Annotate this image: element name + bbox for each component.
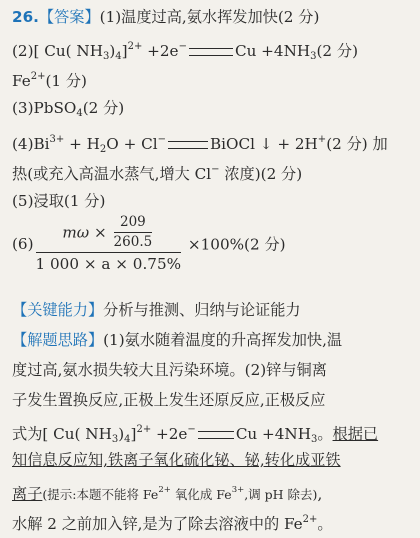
answer-text: ×100%(2 分) <box>183 235 286 254</box>
subscript: 3 <box>310 51 317 62</box>
fraction-denominator: 1 000 × a × 0.75% <box>35 255 182 273</box>
underlined-text: 离子 <box>12 485 43 503</box>
equation-text: Cu +4NH <box>234 42 311 60</box>
superscript: 2+ <box>302 514 318 525</box>
subscript: 3 <box>111 434 119 445</box>
underlined-text: 知信息反应知,铁离子氧化硫化铋、铋,转化成亚铁 <box>12 451 341 469</box>
score-text: (1 分) <box>45 72 87 90</box>
hint-text: ,调 pH 除去) <box>244 487 318 502</box>
equals-sign-icon <box>198 431 234 439</box>
fraction-numerator <box>36 214 182 251</box>
superscript: − <box>178 41 187 52</box>
answer-text: 浓度)(2 分) <box>219 165 303 183</box>
solution-text: (1)氨水随着温度的升高挥发加快,温 <box>103 331 343 349</box>
equation-text: 式为[ Cu( NH <box>12 425 112 443</box>
score-text: (2 分) 加 <box>326 135 388 153</box>
superscript: 3+ <box>231 485 245 495</box>
inner-denominator: 260.5 <box>113 234 153 250</box>
answer-line-5 <box>12 129 388 161</box>
inner-fraction <box>114 214 153 251</box>
superscript: − <box>157 134 166 145</box>
score-text: (2 分) <box>316 42 359 60</box>
solution-line-2 <box>12 359 327 381</box>
answer-tag: 【答案】 <box>38 8 100 26</box>
superscript: 2+ <box>158 485 171 495</box>
solution-text: 。 <box>317 515 333 533</box>
equation-text: ) <box>118 425 125 443</box>
purity-fraction <box>36 214 182 274</box>
answer-line-6 <box>12 159 302 185</box>
fraction-bar <box>114 232 153 233</box>
hint-text: (提示:本题不能将 Fe <box>42 487 159 502</box>
subscript: 2 <box>99 144 107 155</box>
answer-text: (5)浸取(1 分) <box>12 192 106 210</box>
solution-line-3 <box>12 389 325 411</box>
solution-text: 水解 2 之前加入锌,是为了除去溶液中的 Fe <box>12 515 303 533</box>
score-text: (2 分) <box>82 99 125 117</box>
solution-tag: 【解题思路】 <box>12 331 104 349</box>
solution-line-7 <box>12 509 333 535</box>
subscript: 4 <box>124 434 131 445</box>
answer-line-3 <box>12 66 87 92</box>
question-number: 26. <box>12 8 39 26</box>
answer-text: 热(或充入高温水蒸气,增大 Cl <box>12 165 212 183</box>
equation-text: (2)[ Cu( NH <box>12 42 103 60</box>
equation-text: (3)PbSO <box>12 99 77 117</box>
subscript: 3 <box>102 51 110 62</box>
equation-text: +2e <box>142 42 179 60</box>
superscript: 2+ <box>30 71 46 82</box>
subscript: 4 <box>76 108 83 119</box>
solution-line-4 <box>12 419 378 451</box>
equation-text: + H <box>64 135 100 153</box>
superscript: 2+ <box>127 41 143 52</box>
answer-line-8 <box>12 214 286 274</box>
equation-text: BiOCl ↓ + 2H <box>210 135 318 153</box>
answer-line-1 <box>12 6 319 28</box>
equation-text: ] <box>130 425 137 443</box>
solution-text: 。 <box>317 425 333 443</box>
equation-text: Cu +4NH <box>235 425 311 443</box>
fraction-bar <box>36 252 182 253</box>
equals-sign-icon <box>189 48 233 56</box>
answer-line-7 <box>12 190 105 212</box>
ability-tag: 【关键能力】 <box>12 301 104 319</box>
equation-text: O + Cl <box>106 135 158 153</box>
solution-text: , <box>317 485 323 503</box>
superscript: − <box>211 164 220 175</box>
superscript: + <box>317 134 327 145</box>
ability-line <box>12 299 301 321</box>
equation-text: +2e <box>151 425 188 443</box>
underlined-text: 根据已 <box>332 425 379 443</box>
equation-text: ] <box>121 42 128 60</box>
solution-text: 子发生置换反应,正极上发生还原反应,正极反应 <box>12 391 326 409</box>
superscript: − <box>187 424 196 435</box>
inner-numerator: 209 <box>119 214 146 230</box>
solution-line-6 <box>12 479 322 506</box>
equation-text: ) <box>109 42 116 60</box>
fraction-term: mω × <box>62 223 107 242</box>
subscript: 3 <box>310 434 318 445</box>
equals-sign-icon <box>168 141 208 149</box>
equation-text: (4)Bi <box>12 135 50 153</box>
answer-text: (6) <box>12 235 34 253</box>
solution-line-1 <box>12 329 342 351</box>
answer-part-1: (1)温度过高,氨水挥发加快(2 分) <box>99 8 320 26</box>
equation-text: Fe <box>12 72 31 90</box>
subscript: 4 <box>115 51 122 62</box>
superscript: 3+ <box>49 134 65 145</box>
answer-line-2 <box>12 36 358 68</box>
answer-line-4 <box>12 97 124 125</box>
ability-text: 分析与推测、归纳与论证能力 <box>103 301 301 319</box>
solution-text: 度过高,氨水损失较大且污染环境。(2)锌与铜离 <box>12 361 327 379</box>
superscript: 2+ <box>136 424 152 435</box>
hint-text: 氧化成 Fe <box>170 487 232 502</box>
solution-line-5 <box>12 449 341 471</box>
